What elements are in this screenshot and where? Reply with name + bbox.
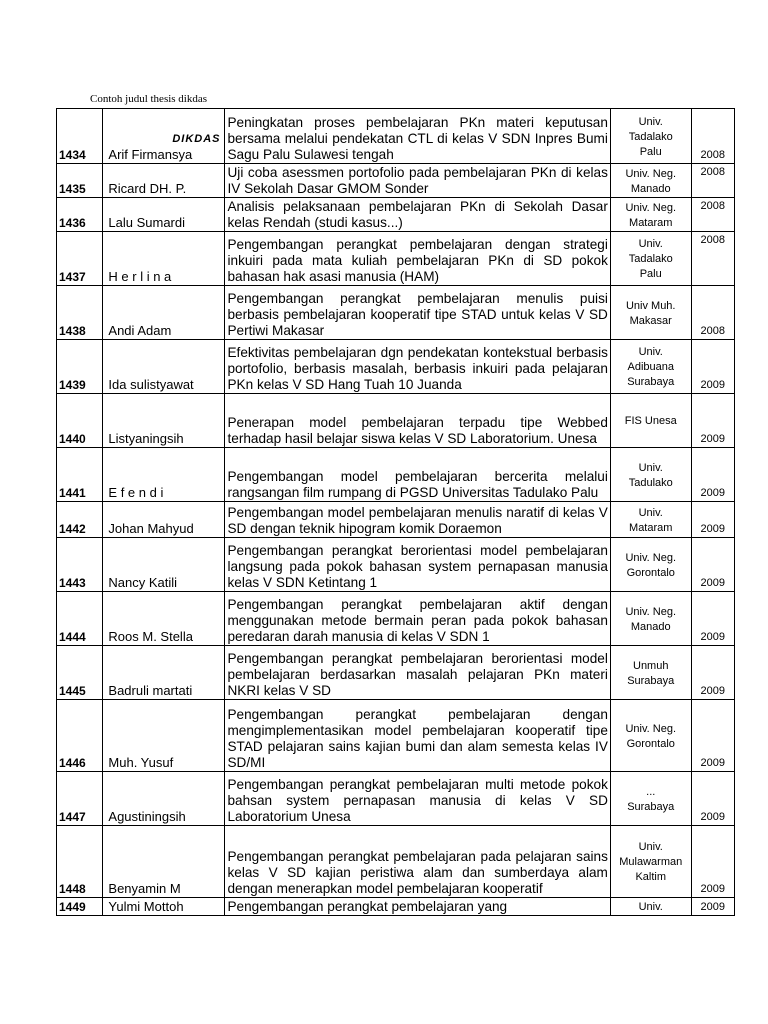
row-number: 1444 (57, 592, 103, 646)
university: Unmuh Surabaya (610, 646, 691, 700)
thesis-title: Pengembangan model pembelajaran bercerita melalui rangsangan film rumpang di PGSD Universitas Tadulako Palu (225, 448, 610, 502)
row-number: 1434 (57, 109, 103, 164)
table-row (57, 448, 735, 502)
row-number: 1437 (57, 232, 103, 286)
year: 2008 (691, 109, 734, 164)
year: 2009 (691, 538, 734, 592)
author-name: Johan Mahyud (103, 502, 225, 538)
thesis-title: Analisis pelaksanaan pembelajaran PKn di Sekolah Dasar kelas Rendah (studi kasus...) (225, 198, 610, 232)
thesis-title: Pengembangan perangkat pembelajaran multi metode pokok bahsan system pernapasan manusia di kelas V SD Laboratorium Unesa (225, 772, 610, 826)
row-number: 1446 (57, 700, 103, 772)
author-name: Lalu Sumardi (103, 198, 225, 232)
table-row (57, 772, 735, 826)
thesis-title: Pengembangan perangkat pembelajaran dengan strategi inkuiri pada mata kuliah pembelajaran PKn di SD pokok bahasan hak asasi manusia (HAM) (225, 232, 610, 286)
thesis-title: Pengembangan perangkat pembelajaran aktif dengan menggunakan metode bermain peran pada pokok bahasan peredaran darah manusia di kelas V SDN 1 (225, 592, 610, 646)
year: 2008 (691, 232, 734, 286)
university: Univ. (610, 898, 691, 916)
thesis-title: Pengembangan perangkat pembelajaran menulis puisi berbasis pembelajaran kooperatif tipe STAD untuk kelas V SD Pertiwi Makasar (225, 286, 610, 340)
table-row (57, 286, 735, 340)
university: Univ. Tadalako Palu (610, 232, 691, 286)
row-number: 1443 (57, 538, 103, 592)
author-name: Andi Adam (103, 286, 225, 340)
thesis-table (56, 108, 735, 916)
author-name: Muh. Yusuf (103, 700, 225, 772)
document-caption: Contoh judul thesis dikdas (90, 93, 208, 105)
year: 2009 (691, 340, 734, 394)
university: Univ. Tadulako (610, 448, 691, 502)
year: 2009 (691, 898, 734, 916)
university: ... Surabaya (610, 772, 691, 826)
year: 2009 (691, 502, 734, 538)
university: Univ. Neg. Gorontalo (610, 700, 691, 772)
year: 2009 (691, 592, 734, 646)
row-number: 1445 (57, 646, 103, 700)
thesis-title: Efektivitas pembelajaran dgn pendekatan kontekstual berbasis portofolio, berbasis masalah, berbasis inkuiri pada pelajaran PKn kelas V SD Hang Tuah 10 Juanda (225, 340, 610, 394)
author-name: Nancy Katili (103, 538, 225, 592)
author-name: Yulmi Mottoh (103, 898, 225, 916)
university: Univ. Mulawarman Kaltim (610, 826, 691, 898)
year: 2008 (691, 164, 734, 198)
thesis-title: Pengembangan perangkat pembelajaran pada pelajaran sains kelas V SD kajian peristiwa alam dan sumberdaya alam dengan menerapkan model pembelajaran kooperatif (225, 826, 610, 898)
university: Univ. Adibuana Surabaya (610, 340, 691, 394)
row-number: 1438 (57, 286, 103, 340)
author-name: E f e n d i (103, 448, 225, 502)
thesis-title: Pengembangan model pembelajaran menulis naratif di kelas V SD dengan teknik hipogram komik Doraemon (225, 502, 610, 538)
thesis-title: Pengembangan perangkat pembelajaran yang (225, 898, 610, 916)
thesis-title: Pengembangan perangkat berorientasi model pembelajaran langsung pada pokok bahasan system pernapasan manusia kelas V SDN Ketintang 1 (225, 538, 610, 592)
row-number: 1447 (57, 772, 103, 826)
year: 2009 (691, 646, 734, 700)
table-row (57, 592, 735, 646)
thesis-title: Penerapan model pembelajaran terpadu tipe Webbed terhadap hasil belajar siswa kelas V SD Laboratorium. Unesa (225, 394, 610, 448)
row-number: 1439 (57, 340, 103, 394)
year: 2009 (691, 826, 734, 898)
year: 2009 (691, 448, 734, 502)
author-name: DIKDAS Arif Firmansya (103, 109, 225, 164)
table-row (57, 340, 735, 394)
year: 2009 (691, 394, 734, 448)
thesis-title: Peningkatan proses pembelajaran PKn materi keputusan bersama melalui pendekatan CTL di kelas V SDN Inpres Bumi Sagu Palu Sulawesi tengah (225, 109, 610, 164)
year: 2008 (691, 286, 734, 340)
author-name: Ricard DH. P. (103, 164, 225, 198)
table-row (57, 109, 735, 164)
author-name: H e r l i n a (103, 232, 225, 286)
author-name: Badruli martati (103, 646, 225, 700)
university: Univ. Mataram (610, 502, 691, 538)
year: 2008 (691, 198, 734, 232)
row-number: 1442 (57, 502, 103, 538)
university: Univ. Neg. Gorontalo (610, 538, 691, 592)
author-name: Listyaningsih (103, 394, 225, 448)
row-number: 1436 (57, 198, 103, 232)
table-row (57, 826, 735, 898)
thesis-title: Pengembangan perangkat pembelajaran dengan mengimplementasikan model pembelajaran kooperatif tipe STAD pelajaran sains kajian bumi dan alam semesta kelas IV SD/MI (225, 700, 610, 772)
thesis-title: Uji coba asessmen portofolio pada pembelajaran PKn di kelas IV Sekolah Dasar GMOM Sonder (225, 164, 610, 198)
author-name: Ida sulistyawat (103, 340, 225, 394)
row-number: 1449 (57, 898, 103, 916)
row-number: 1448 (57, 826, 103, 898)
thesis-title: Pengembangan perangkat pembelajaran berorientasi model pembelajaran berdasarkan masalah pelajaran PKn materi NKRI kelas V SD (225, 646, 610, 700)
university: FIS Unesa (610, 394, 691, 448)
table-row (57, 898, 735, 916)
table-row (57, 232, 735, 286)
row-number: 1435 (57, 164, 103, 198)
table-row (57, 646, 735, 700)
row-number: 1440 (57, 394, 103, 448)
table-row (57, 394, 735, 448)
university: Univ. Neg. Mataram (610, 198, 691, 232)
author-name: Agustiningsih (103, 772, 225, 826)
author-name: Roos M. Stella (103, 592, 225, 646)
table-row (57, 538, 735, 592)
table-row (57, 700, 735, 772)
year: 2009 (691, 772, 734, 826)
author-name: Benyamin M (103, 826, 225, 898)
table-row (57, 164, 735, 198)
row-number: 1441 (57, 448, 103, 502)
table-row (57, 198, 735, 232)
year: 2009 (691, 700, 734, 772)
university: Univ. Neg. Manado (610, 592, 691, 646)
table-row (57, 502, 735, 538)
university: Univ Muh. Makasar (610, 286, 691, 340)
university: Univ. Tadalako Palu (610, 109, 691, 164)
program-tag: DIKDAS (172, 133, 221, 145)
university: Univ. Neg. Manado (610, 164, 691, 198)
